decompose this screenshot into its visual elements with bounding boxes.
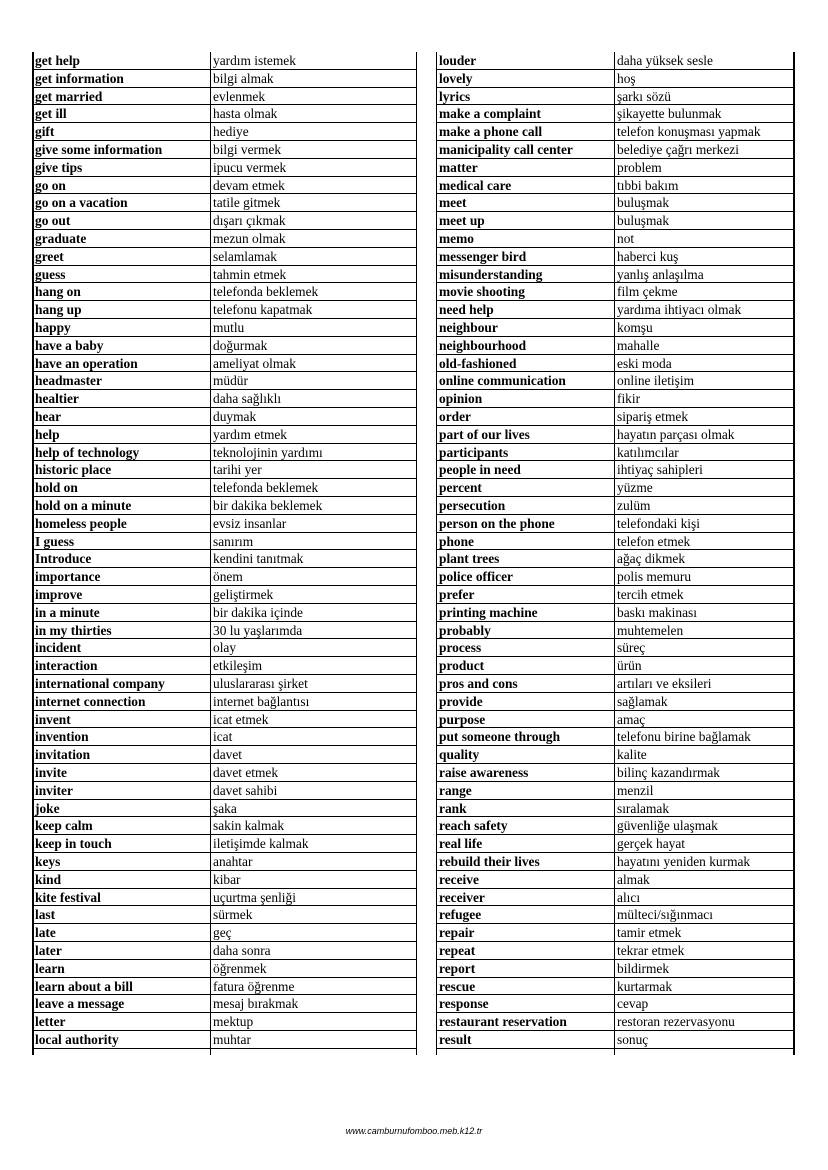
english-term: hang on xyxy=(32,283,210,301)
english-term: get information xyxy=(32,70,210,88)
turkish-translation: hayatını yeniden kurmak xyxy=(614,853,793,871)
english-term: kind xyxy=(32,871,210,889)
english-term: help of technology xyxy=(32,444,210,462)
turkish-translation: iletişimde kalmak xyxy=(210,835,416,853)
turkish-translation: daha yüksek sesle xyxy=(614,52,793,70)
turkish-translation: problem xyxy=(614,159,793,177)
turkish-translation: şarkı sözü xyxy=(614,88,793,106)
english-term: letter xyxy=(32,1013,210,1031)
english-term: get ill xyxy=(32,105,210,123)
english-term: product xyxy=(436,657,614,675)
turkish-translation: menzil xyxy=(614,782,793,800)
turkish-translation: bilgi vermek xyxy=(210,141,416,159)
turkish-translation: 30 lu yaşlarımda xyxy=(210,622,416,640)
turkish-translation: alıcı xyxy=(614,889,793,907)
english-term: go out xyxy=(32,212,210,230)
turkish-translation: etkileşim xyxy=(210,657,416,675)
english-term: raise awareness xyxy=(436,764,614,782)
turkish-translation: kalite xyxy=(614,746,793,764)
english-term: importance xyxy=(32,568,210,586)
english-term: make a phone call xyxy=(436,123,614,141)
turkish-translation: ağaç dikmek xyxy=(614,550,793,568)
turkish-translation: öğrenmek xyxy=(210,960,416,978)
turkish-translation: icat xyxy=(210,728,416,746)
english-term: old-fashioned xyxy=(436,355,614,373)
english-term: gift xyxy=(32,123,210,141)
table-border-left xyxy=(32,52,34,1055)
turkish-translation: mutlu xyxy=(210,319,416,337)
turkish-translation: restoran rezervasyonu xyxy=(614,1013,793,1031)
turkish-translation: sağlamak xyxy=(614,693,793,711)
column-divider xyxy=(614,52,615,1055)
english-term: incident xyxy=(32,639,210,657)
table-border-right xyxy=(793,52,795,1055)
english-term: persecution xyxy=(436,497,614,515)
english-term: Introduce xyxy=(32,550,210,568)
turkish-translation: süreç xyxy=(614,639,793,657)
turkish-translation: online iletişim xyxy=(614,372,793,390)
turkish-translation: artıları ve eksileri xyxy=(614,675,793,693)
turkish-translation: tarihi yer xyxy=(210,461,416,479)
english-term: put someone through xyxy=(436,728,614,746)
english-term: kite festival xyxy=(32,889,210,907)
english-term: refugee xyxy=(436,906,614,924)
turkish-translation: sanırım xyxy=(210,533,416,551)
turkish-translation: mesaj bırakmak xyxy=(210,995,416,1013)
turkish-translation: not xyxy=(614,230,793,248)
english-term: pros and cons xyxy=(436,675,614,693)
english-term: lyrics xyxy=(436,88,614,106)
turkish-translation: olay xyxy=(210,639,416,657)
turkish-translation: fikir xyxy=(614,390,793,408)
turkish-translation: bilgi almak xyxy=(210,70,416,88)
english-term: police officer xyxy=(436,568,614,586)
english-term: rescue xyxy=(436,978,614,996)
english-term: result xyxy=(436,1031,614,1049)
turkish-translation: zulüm xyxy=(614,497,793,515)
english-term: opinion xyxy=(436,390,614,408)
turkish-translation: yüzme xyxy=(614,479,793,497)
turkish-translation: cevap xyxy=(614,995,793,1013)
english-term: receiver xyxy=(436,889,614,907)
english-term: real life xyxy=(436,835,614,853)
english-term: movie shooting xyxy=(436,283,614,301)
english-term: phone xyxy=(436,533,614,551)
turkish-translation: tahmin etmek xyxy=(210,266,416,284)
english-term: guess xyxy=(32,266,210,284)
english-term: repair xyxy=(436,924,614,942)
column-divider xyxy=(416,52,417,1055)
english-term: online communication xyxy=(436,372,614,390)
english-term: hang up xyxy=(32,301,210,319)
turkish-translation: selamlamak xyxy=(210,248,416,266)
english-term: historic place xyxy=(32,461,210,479)
turkish-translation: sakin kalmak xyxy=(210,817,416,835)
turkish-translation: telefon etmek xyxy=(614,533,793,551)
turkish-translation: muhtemelen xyxy=(614,622,793,640)
turkish-translation: davet xyxy=(210,746,416,764)
english-term: printing machine xyxy=(436,604,614,622)
turkish-translation: fatura öğrenme xyxy=(210,978,416,996)
english-term: make a complaint xyxy=(436,105,614,123)
turkish-translation: geç xyxy=(210,924,416,942)
english-term: repeat xyxy=(436,942,614,960)
turkish-translation: telefonu kapatmak xyxy=(210,301,416,319)
turkish-translation: müdür xyxy=(210,372,416,390)
english-term: plant trees xyxy=(436,550,614,568)
english-term: later xyxy=(32,942,210,960)
english-term: misunderstanding xyxy=(436,266,614,284)
turkish-translation: amaç xyxy=(614,711,793,729)
turkish-translation: eski moda xyxy=(614,355,793,373)
english-term: learn about a bill xyxy=(32,978,210,996)
turkish-translation: şikayette bulunmak xyxy=(614,105,793,123)
turkish-translation: tamir etmek xyxy=(614,924,793,942)
english-term: invite xyxy=(32,764,210,782)
english-term: happy xyxy=(32,319,210,337)
english-term: learn xyxy=(32,960,210,978)
english-term: give tips xyxy=(32,159,210,177)
english-term: inviter xyxy=(32,782,210,800)
english-term: response xyxy=(436,995,614,1013)
english-term: internet connection xyxy=(32,693,210,711)
column-divider xyxy=(210,52,211,1055)
english-term: medical care xyxy=(436,177,614,195)
turkish-translation: hayatın parçası olmak xyxy=(614,426,793,444)
turkish-translation: sıralamak xyxy=(614,800,793,818)
english-term: memo xyxy=(436,230,614,248)
english-term: invitation xyxy=(32,746,210,764)
english-term: probably xyxy=(436,622,614,640)
english-term: joke xyxy=(32,800,210,818)
turkish-translation: önem xyxy=(210,568,416,586)
turkish-translation: yardım etmek xyxy=(210,426,416,444)
turkish-translation: bir dakika içinde xyxy=(210,604,416,622)
turkish-translation: muhtar xyxy=(210,1031,416,1049)
turkish-translation: bildirmek xyxy=(614,960,793,978)
turkish-translation: telefonda beklemek xyxy=(210,283,416,301)
turkish-translation: yardıma ihtiyacı olmak xyxy=(614,301,793,319)
turkish-translation: telefondaki kişi xyxy=(614,515,793,533)
english-term: hold on a minute xyxy=(32,497,210,515)
english-term: local authority xyxy=(32,1031,210,1049)
turkish-translation: telefonu birine bağlamak xyxy=(614,728,793,746)
english-term: need help xyxy=(436,301,614,319)
english-term: give some information xyxy=(32,141,210,159)
english-term: restaurant reservation xyxy=(436,1013,614,1031)
english-term: graduate xyxy=(32,230,210,248)
turkish-translation: daha sonra xyxy=(210,942,416,960)
turkish-translation: yardım istemek xyxy=(210,52,416,70)
turkish-translation: haberci kuş xyxy=(614,248,793,266)
english-term: receive xyxy=(436,871,614,889)
turkish-translation: şaka xyxy=(210,800,416,818)
turkish-translation: daha sağlıklı xyxy=(210,390,416,408)
turkish-translation: gerçek hayat xyxy=(614,835,793,853)
turkish-translation: ameliyat olmak xyxy=(210,355,416,373)
english-term: leave a message xyxy=(32,995,210,1013)
turkish-translation: teknolojinin yardımı xyxy=(210,444,416,462)
english-term: louder xyxy=(436,52,614,70)
english-term: have a baby xyxy=(32,337,210,355)
english-term: prefer xyxy=(436,586,614,604)
english-term: provide xyxy=(436,693,614,711)
english-term: meet xyxy=(436,194,614,212)
turkish-translation: belediye çağrı merkezi xyxy=(614,141,793,159)
turkish-translation: buluşmak xyxy=(614,212,793,230)
english-term: help xyxy=(32,426,210,444)
turkish-translation: bir dakika beklemek xyxy=(210,497,416,515)
english-term: improve xyxy=(32,586,210,604)
english-term: go on a vacation xyxy=(32,194,210,212)
turkish-translation: telefon konuşması yapmak xyxy=(614,123,793,141)
english-term: homeless people xyxy=(32,515,210,533)
english-term: quality xyxy=(436,746,614,764)
turkish-translation: tercih etmek xyxy=(614,586,793,604)
english-term: greet xyxy=(32,248,210,266)
turkish-translation: dışarı çıkmak xyxy=(210,212,416,230)
english-term: meet up xyxy=(436,212,614,230)
english-term: person on the phone xyxy=(436,515,614,533)
english-term: order xyxy=(436,408,614,426)
english-term: part of our lives xyxy=(436,426,614,444)
turkish-translation: baskı makinası xyxy=(614,604,793,622)
english-term: last xyxy=(32,906,210,924)
english-term: keep in touch xyxy=(32,835,210,853)
english-term: people in need xyxy=(436,461,614,479)
english-term: hear xyxy=(32,408,210,426)
turkish-translation: anahtar xyxy=(210,853,416,871)
turkish-translation: almak xyxy=(614,871,793,889)
turkish-translation: tıbbi bakım xyxy=(614,177,793,195)
turkish-translation: katılımcılar xyxy=(614,444,793,462)
english-term: rank xyxy=(436,800,614,818)
turkish-translation: ihtiyaç sahipleri xyxy=(614,461,793,479)
turkish-translation: mülteci/sığınmacı xyxy=(614,906,793,924)
turkish-translation: internet bağlantısı xyxy=(210,693,416,711)
turkish-translation: tekrar etmek xyxy=(614,942,793,960)
english-term: range xyxy=(436,782,614,800)
english-term: late xyxy=(32,924,210,942)
english-term: headmaster xyxy=(32,372,210,390)
turkish-translation: kurtarmak xyxy=(614,978,793,996)
english-term: keys xyxy=(32,853,210,871)
english-term: international company xyxy=(32,675,210,693)
english-term: neighbour xyxy=(436,319,614,337)
english-term: healtier xyxy=(32,390,210,408)
turkish-translation: ürün xyxy=(614,657,793,675)
english-term: in my thirties xyxy=(32,622,210,640)
english-term: rebuild their lives xyxy=(436,853,614,871)
turkish-translation: bilinç kazandırmak xyxy=(614,764,793,782)
turkish-translation: davet etmek xyxy=(210,764,416,782)
turkish-translation: kendini tanıtmak xyxy=(210,550,416,568)
footer-website: www.camburnufomboo.meb.k12.tr xyxy=(345,1126,483,1136)
english-term: have an operation xyxy=(32,355,210,373)
turkish-translation: film çekme xyxy=(614,283,793,301)
english-term: percent xyxy=(436,479,614,497)
turkish-translation: komşu xyxy=(614,319,793,337)
turkish-translation: kibar xyxy=(210,871,416,889)
english-term: get married xyxy=(32,88,210,106)
turkish-translation: doğurmak xyxy=(210,337,416,355)
english-term: manicipality call center xyxy=(436,141,614,159)
turkish-translation: tatile gitmek xyxy=(210,194,416,212)
turkish-translation: hasta olmak xyxy=(210,105,416,123)
column-divider xyxy=(436,52,437,1055)
english-term: hold on xyxy=(32,479,210,497)
turkish-translation: uluslararası şirket xyxy=(210,675,416,693)
turkish-translation: sipariş etmek xyxy=(614,408,793,426)
turkish-translation: telefonda beklemek xyxy=(210,479,416,497)
turkish-translation: devam etmek xyxy=(210,177,416,195)
english-term: keep calm xyxy=(32,817,210,835)
english-term: purpose xyxy=(436,711,614,729)
turkish-translation: icat etmek xyxy=(210,711,416,729)
turkish-translation: hoş xyxy=(614,70,793,88)
turkish-translation: mezun olmak xyxy=(210,230,416,248)
turkish-translation: ipucu vermek xyxy=(210,159,416,177)
turkish-translation: uçurtma şenliği xyxy=(210,889,416,907)
english-term: process xyxy=(436,639,614,657)
english-term: invention xyxy=(32,728,210,746)
turkish-translation: sürmek xyxy=(210,906,416,924)
english-term: I guess xyxy=(32,533,210,551)
turkish-translation: davet sahibi xyxy=(210,782,416,800)
english-term: participants xyxy=(436,444,614,462)
english-term: reach safety xyxy=(436,817,614,835)
english-term: lovely xyxy=(436,70,614,88)
turkish-translation: geliştirmek xyxy=(210,586,416,604)
english-term: messenger bird xyxy=(436,248,614,266)
turkish-translation: mektup xyxy=(210,1013,416,1031)
turkish-translation: duymak xyxy=(210,408,416,426)
english-term: report xyxy=(436,960,614,978)
english-term: in a minute xyxy=(32,604,210,622)
english-term: invent xyxy=(32,711,210,729)
turkish-translation: polis memuru xyxy=(614,568,793,586)
english-term: neighbourhood xyxy=(436,337,614,355)
turkish-translation: evlenmek xyxy=(210,88,416,106)
turkish-translation: mahalle xyxy=(614,337,793,355)
turkish-translation: yanlış anlaşılma xyxy=(614,266,793,284)
turkish-translation: buluşmak xyxy=(614,194,793,212)
turkish-translation: hediye xyxy=(210,123,416,141)
english-term: matter xyxy=(436,159,614,177)
english-term: get help xyxy=(32,52,210,70)
turkish-translation: evsiz insanlar xyxy=(210,515,416,533)
turkish-translation: güvenliğe ulaşmak xyxy=(614,817,793,835)
turkish-translation: sonuç xyxy=(614,1031,793,1049)
english-term: interaction xyxy=(32,657,210,675)
english-term: go on xyxy=(32,177,210,195)
